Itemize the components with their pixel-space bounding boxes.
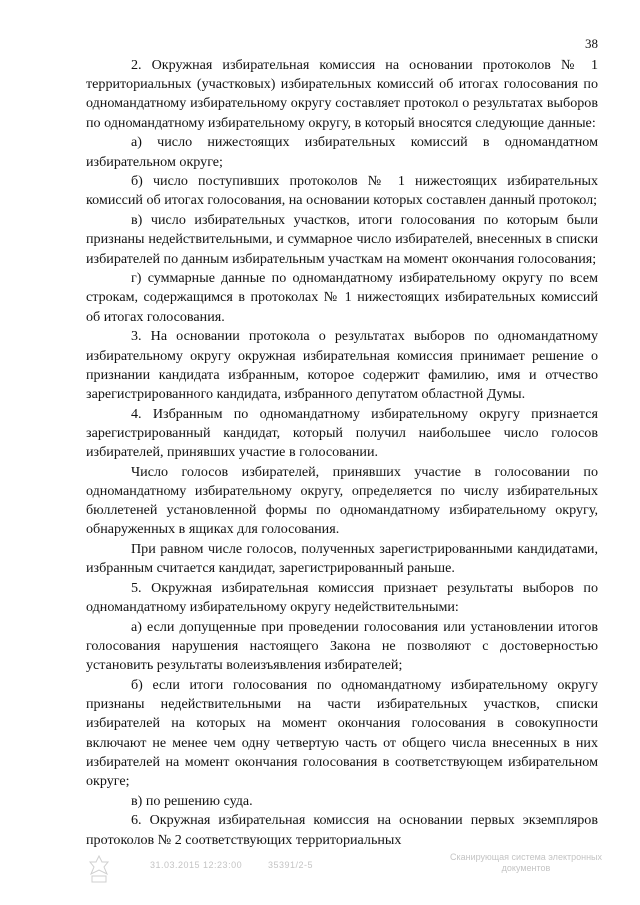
document-body: [86, 56, 598, 850]
paragraph: в) число избирательных участков, итоги голосования по которым были признаны недействительными, и суммарное число избирателей, внесенных в списки избирателей по данным избирательным участкам на момент окончания голосования;: [86, 212, 598, 267]
paragraph: 6. Окружная избирательная комиссия на основании первых экземпляров протоколов № 2 соответствующих территориальных: [86, 812, 598, 848]
paragraph: 5. Окружная избирательная комиссия признает результаты выборов по одномандатному избирательному округу недействительными:: [86, 579, 598, 616]
paragraph: в) по решению суда.: [131, 792, 253, 809]
paragraph: При равном числе голосов, полученных зарегистрированными кандидатами, избранным считается кандидат, зарегистрированный раньше.: [86, 541, 598, 577]
scan-timestamp: 31.03.2015 12:23:00: [150, 860, 243, 870]
paragraph: а) если допущенные при проведении голосования или установлении итогов голосования нарушения настоящего Закона не позволяют с достоверностью установить результаты волеизъявления избирателей;: [86, 618, 598, 674]
paragraph: б) если итоги голосования по одномандатному избирательному округу признаны недействительными на части избирательных участков, списки избирателей на которых на момент окончания голосования в совокупности включают не менее чем одну четвертую часть от общего числа внесенных в них избирателей на момент окончания голосования в соответствующем избирательном округе;: [86, 677, 598, 790]
paragraph: Число голосов избирателей, принявших участие в голосовании по одномандатному избирательному округу, определяется по числу избирательных бюллетеней установленной формы по одномандатному избирательному округу, обнаруженных в ящиках для голосования.: [86, 463, 598, 538]
scan-footer: [86, 852, 606, 892]
paragraph: б) число поступивших протоколов № 1 нижестоящих избирательных комиссий об итогах голосования, на основании которых составлен данный протокол;: [86, 173, 598, 209]
paragraph: г) суммарные данные по одномандатному избирательному округу по всем строкам, содержащимся в протоколах № 1 нижестоящих избирательных комиссий об итогах голосования.: [86, 270, 598, 325]
paragraph: 2. Окружная избирательная комиссия на основании протоколов № 1 территориальных (участковых) избирательных комиссий об итогах голосования по одномандатному избирательному округу составляет протокол о результатах выборов по одномандатному избирательному округу, в который вносятся следующие данные:: [86, 57, 598, 131]
paragraph: а) число нижестоящих избирательных комиссий в одномандатном избирательном округе;: [86, 134, 598, 170]
scan-code: 35391/2-5: [268, 860, 314, 870]
scan-note: Сканирующая система электронных документов: [449, 852, 603, 873]
emblem-icon: [86, 854, 112, 884]
paragraph: 3. На основании протокола о результатах выборов по одномандатному избирательному округу окружная избирательная комиссия принимает решение о признании кандидата избранным, которое содержит фамилию, имя и отчество зарегистрированного кандидата, избранного депутатом областной Думы.: [86, 328, 598, 402]
page-number: 38: [585, 36, 598, 51]
paragraph: 4. Избранным по одномандатному избирательному округу признается зарегистрированный кандидат, который получил наибольшее число голосов избирателей, принявших участие в голосовании.: [86, 405, 598, 461]
